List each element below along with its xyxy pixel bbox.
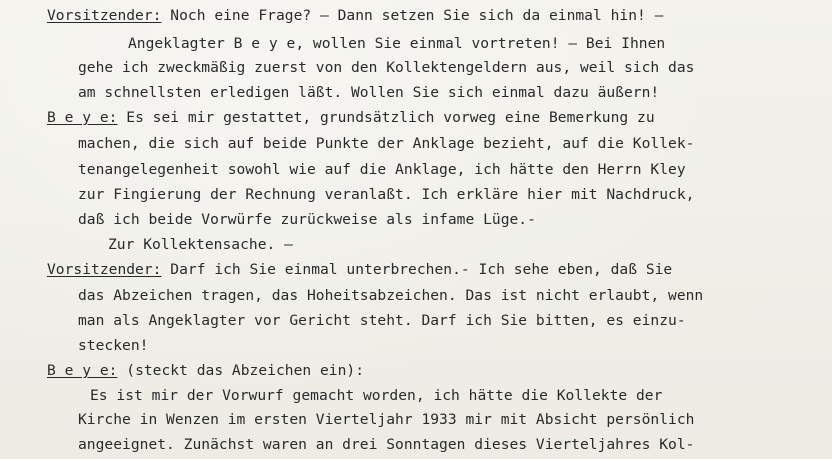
transcript-line [78, 160, 686, 179]
line-text: gehe ich zweckmäßig zuerst von den Kollektengeldern aus, weil sich das [78, 59, 695, 76]
line-text: Kirche in Wenzen im ersten Vierteljahr 1933 mir mit Absicht persönlich [78, 411, 695, 428]
line-text: zur Fingierung der Rechnung veranlaßt. Ich erkläre hier mit Nachdruck, [78, 186, 695, 203]
speaker-label: Vorsitzender: [47, 261, 162, 278]
line-text: Angeklagter B e y e, wollen Sie einmal vortreten! – Bei Ihnen [128, 35, 666, 52]
line-text: tenangelegenheit sowohl wie auf die Anklage, ich hätte den Herrn Kley [78, 161, 686, 178]
transcript-line [47, 260, 672, 279]
line-text: am schnellsten erledigen läßt. Wollen Sie sich einmal dazu äußern! [78, 84, 660, 101]
transcript-line [90, 386, 662, 405]
line-text: Darf ich Sie einmal unterbrechen.- Ich sehe eben, daß Sie [161, 261, 673, 278]
line-text: Zur Kollektensache. – [108, 236, 293, 253]
transcript-line [47, 108, 655, 127]
line-text: das Abzeichen tragen, das Hoheitsabzeichen. Das ist nicht erlaubt, wenn [78, 287, 704, 304]
speaker-label: B e y e: [47, 109, 118, 126]
line-text: daß ich beide Vorwürfe zurückweise als infame Lüge.- [78, 211, 536, 228]
transcript-line [78, 311, 686, 330]
transcript-line [78, 58, 694, 77]
transcript-line [78, 134, 694, 153]
transcript-line [108, 235, 293, 254]
transcript-line [128, 34, 665, 53]
line-text: man als Angeklagter vor Gericht steht. Darf ich Sie bitten, es einzu- [78, 312, 686, 329]
line-text: Es sei mir gestattet, grundsätzlich vorweg eine Bemerkung zu [117, 109, 655, 126]
transcript-line [78, 210, 536, 229]
transcript-line [78, 185, 694, 204]
transcript-line [78, 410, 694, 429]
line-text: machen, die sich auf beide Punkte der Anklage bezieht, auf die Kollek- [78, 135, 695, 152]
transcript-line [78, 286, 703, 305]
line-text: angeeignet. Zunächst waren an drei Sonntagen dieses Vierteljahres Kol- [78, 436, 695, 453]
transcript-line [78, 435, 694, 454]
line-text: stecken! [78, 337, 149, 354]
transcript-line [47, 361, 364, 380]
line-text: (steckt das Abzeichen ein): [117, 362, 365, 379]
speaker-label: Vorsitzender: [47, 7, 162, 24]
speaker-label: B e y e: [47, 362, 118, 379]
transcript-line [78, 83, 659, 102]
line-text: Es ist mir der Vorwurf gemacht worden, ich hätte die Kollekte der [90, 387, 663, 404]
transcript-line [78, 336, 148, 355]
transcript-line [47, 6, 663, 25]
line-text: Noch eine Frage? – Dann setzen Sie sich da einmal hin! – [161, 7, 664, 24]
